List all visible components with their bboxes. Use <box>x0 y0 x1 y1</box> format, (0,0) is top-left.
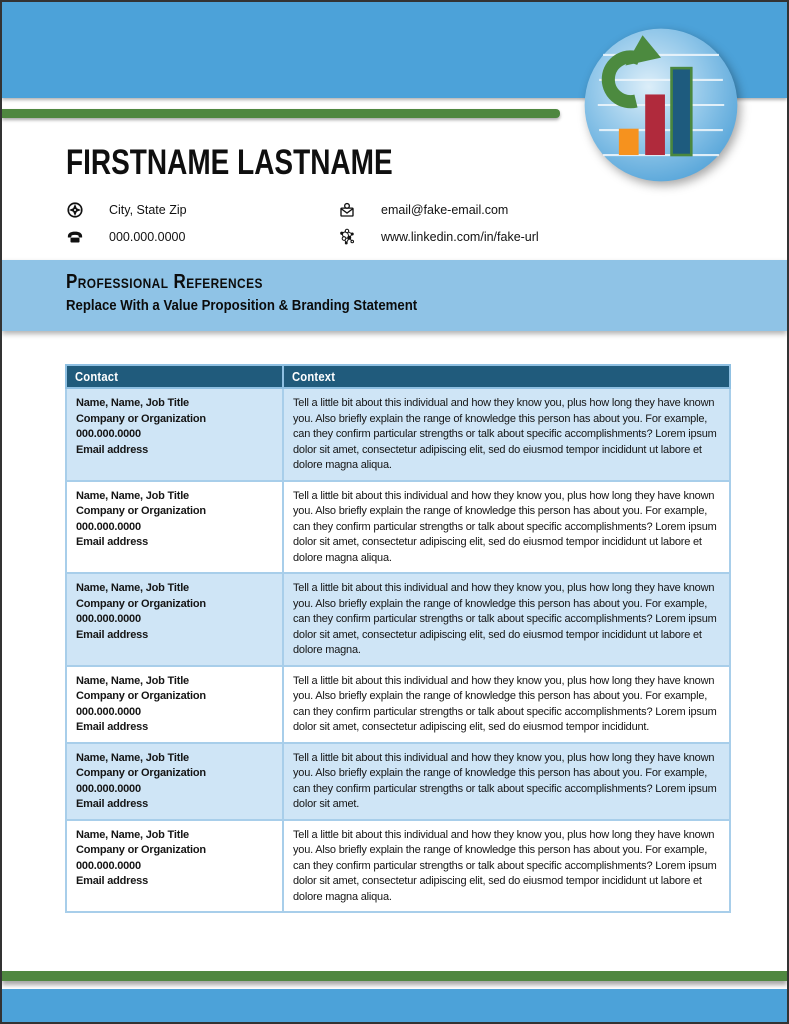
contact-linkedin-text: www.linkedin.com/in/fake-url <box>381 229 539 244</box>
table-row <box>66 820 730 913</box>
reference-contact-cell: Name, Name, Job Title Company or Organization 000.000.0000 Email address <box>66 388 283 481</box>
bar-chart-growth-logo-icon <box>582 26 740 184</box>
reference-context-cell: Tell a little bit about this individual and how they know you, plus how long they have known you. Also briefly explain the range of knowledge this person has about you. For example, can they confirm particular strengths or talk about specific accomplishments? Lorem ipsum dolor sit amet, consectetur adipiscing elit, sed do eiusmod tempor incididunt ut labore et dolore magna. <box>283 573 730 666</box>
section-subtitle: Replace With a Value Proposition & Branding Statement <box>66 297 418 314</box>
bottom-green-band <box>2 971 787 981</box>
table-row <box>66 573 730 666</box>
reference-context-cell: Tell a little bit about this individual and how they know you, plus how long they have known you. Also briefly explain the range of knowledge this person has about you. For example, can they confirm particular strengths or talk about specific accomplishments? Lorem ipsum dolor sit amet, consectetur adipiscing elit, sed do eiusmod tempor incididunt ut labore et dolore magna aliqua. <box>283 820 730 913</box>
contact-location-text: City, State Zip <box>109 202 187 217</box>
phone-icon <box>66 228 84 246</box>
reference-contact-cell: Name, Name, Job Title Company or Organization 000.000.0000 Email address <box>66 666 283 743</box>
contact-email-text: email@fake-email.com <box>381 202 509 217</box>
reference-contact-cell: Name, Name, Job Title Company or Organization 000.000.0000 Email address <box>66 743 283 820</box>
reference-context-cell: Tell a little bit about this individual and how they know you, plus how long they have known you. Also briefly explain the range of knowledge this person has about you. For example, can they confirm particular strengths or talk about specific accomplishments? Lorem ipsum dolor sit amet. <box>283 743 730 820</box>
network-icon <box>338 228 356 246</box>
reference-contact-cell: Name, Name, Job Title Company or Organization 000.000.0000 Email address <box>66 481 283 574</box>
contact-location <box>66 196 338 223</box>
table-header-row <box>66 365 730 388</box>
section-title: Professional References <box>66 271 263 293</box>
reference-contact-cell: Name, Name, Job Title Company or Organization 000.000.0000 Email address <box>66 820 283 913</box>
compass-icon <box>66 201 84 219</box>
reference-context-cell: Tell a little bit about this individual and how they know you, plus how long they have known you. Also briefly explain the range of knowledge this person has about you. For example, can they confirm particular strengths or talk about specific accomplishments? Lorem ipsum dolor sit amet, consectetur adipiscing elit, sed do eiusmod tempor incididunt ut labore et dolore magna aliqua. <box>283 388 730 481</box>
references-table <box>65 364 731 913</box>
contact-email <box>338 196 706 223</box>
email-icon <box>338 201 356 219</box>
reference-context-cell: Tell a little bit about this individual and how they know you, plus how long they have known you. Also briefly explain the range of knowledge this person has about you. For example, can they confirm particular strengths or talk about specific accomplishments? Lorem ipsum dolor sit amet, consectetur adipiscing elit, sed do eiusmod tempor incididunt ut labore et dolore magna aliqua. <box>283 481 730 574</box>
contact-phone <box>66 223 338 250</box>
table-row <box>66 743 730 820</box>
green-divider-rule <box>2 109 560 118</box>
column-header-contact: Contact <box>66 365 283 388</box>
table-row <box>66 481 730 574</box>
contact-info-block <box>66 196 706 250</box>
contact-linkedin <box>338 223 706 250</box>
column-header-context: Context <box>283 365 730 388</box>
contact-phone-text: 000.000.0000 <box>109 229 186 244</box>
table-row <box>66 666 730 743</box>
section-header-band <box>2 260 787 331</box>
bottom-blue-band <box>2 989 787 1022</box>
person-name-heading: FIRSTNAME LASTNAME <box>66 143 393 182</box>
table-row <box>66 388 730 481</box>
reference-contact-cell: Name, Name, Job Title Company or Organization 000.000.0000 Email address <box>66 573 283 666</box>
reference-context-cell: Tell a little bit about this individual and how they know you, plus how long they have known you. Also briefly explain the range of knowledge this person has about you. For example, can they confirm particular strengths or talk about specific accomplishments? Lorem ipsum dolor sit amet, consectetur adipiscing elit, sed do eiusmod tempor incididunt. <box>283 666 730 743</box>
